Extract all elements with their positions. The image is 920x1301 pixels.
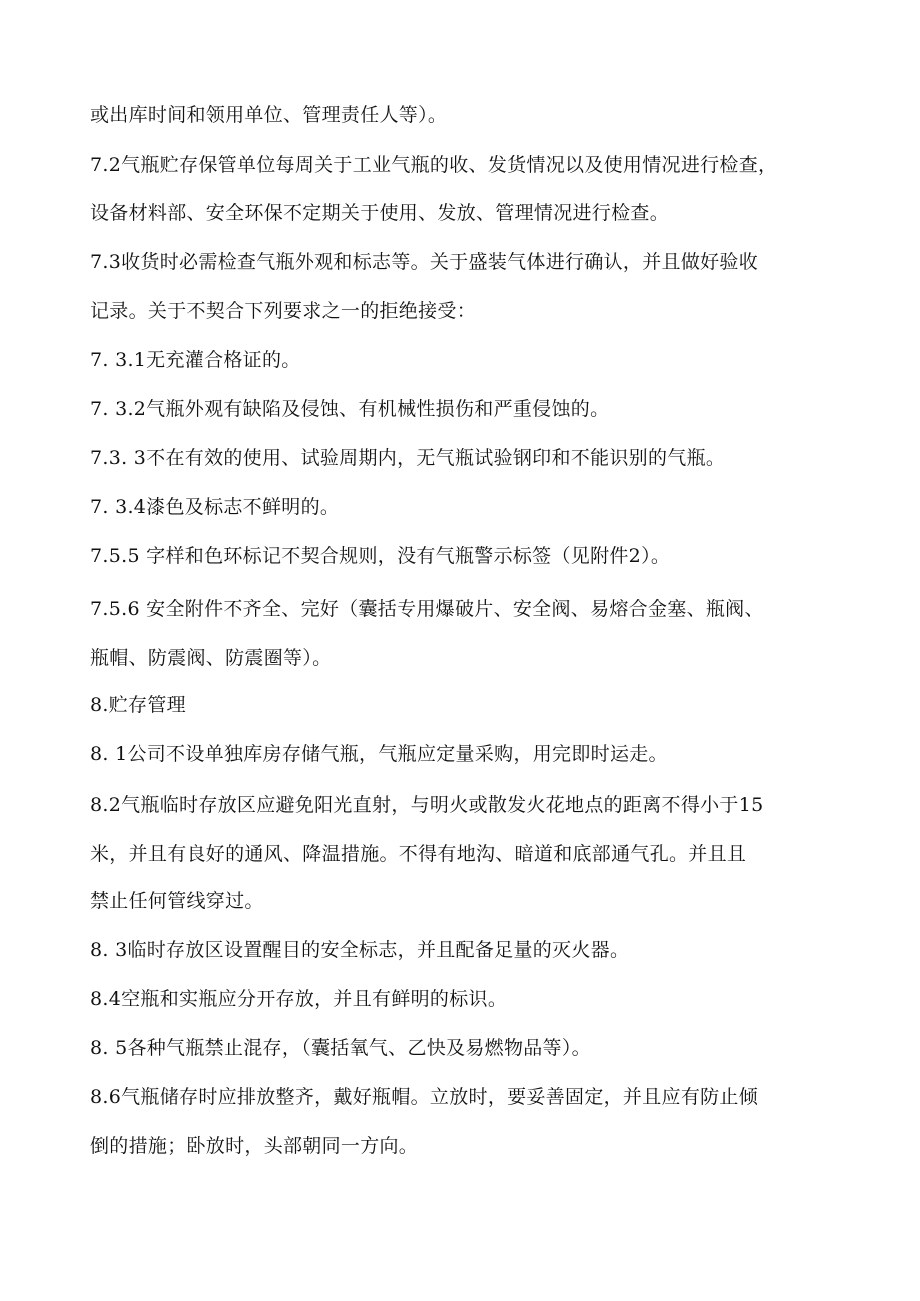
text-line: 或出库时间和领用单位、管理责任人等）。	[90, 104, 448, 126]
section-heading: 8.贮存管理	[90, 694, 186, 716]
text-line: 7.2气瓶贮存保管单位每周关于工业气瓶的收、发货情况以及使用情况进行检查，	[90, 154, 778, 176]
text-line: 7. 3.4漆色及标志不鲜明的。	[90, 496, 340, 518]
text-line: 瓶帽、防震阀、防震圈等）。	[90, 647, 332, 669]
text-line: 设备材料部、安全环保不定期关于使用、发放、管理情况进行检查。	[90, 202, 670, 224]
text-line: 7.3收货时必需检查气瓶外观和标志等。关于盛装气体进行确认，并且做好验收	[90, 251, 759, 273]
text-line: 记录。关于不契合下列要求之一的拒绝接受：	[90, 300, 477, 322]
text-line: 8. 5各种气瓶禁止混存，（囊括氧气、乙快及易燃物品等）。	[90, 1037, 591, 1059]
text-line: 米，并且有良好的通风、降温措施。不得有地沟、暗道和底部通气孔。并且且	[90, 843, 747, 865]
text-line: 7.5.6 安全附件不齐全、完好（囊括专用爆破片、安全阀、易熔合金塞、瓶阀、	[90, 598, 764, 620]
text-line: 8.6气瓶储存时应排放整齐，戴好瓶帽。立放时，要妥善固定，并且应有防止倾	[90, 1086, 759, 1108]
text-line: 7. 3.1无充灌合格证的。	[90, 349, 301, 371]
text-line: 7.5.5 字样和色环标记不契合规则，没有气瓶警示标签（见附件2）。	[90, 545, 671, 567]
text-line: 8. 1公司不设单独库房存储气瓶，气瓶应定量采购，用完即时运走。	[90, 743, 668, 765]
text-line: 禁止任何管线穿过。	[90, 890, 264, 912]
text-line: 8. 3临时存放区设置醒目的安全标志，并且配备足量的灭火器。	[90, 939, 630, 961]
text-line: 7. 3.2气瓶外观有缺陷及侵蚀、有机械性损伤和严重侵蚀的。	[90, 398, 610, 420]
text-line: 8.4空瓶和实瓶应分开存放，并且有鲜明的标识。	[90, 988, 508, 1010]
text-line: 7.3. 3不在有效的使用、试验周期内，无气瓶试验钢印和不能识别的气瓶。	[90, 447, 726, 469]
text-line: 8.2气瓶临时存放区应避免阳光直射，与明火或散发火花地点的距离不得小于15	[90, 794, 764, 816]
text-line: 倒的措施；卧放时，头部朝同一方向。	[90, 1135, 419, 1157]
